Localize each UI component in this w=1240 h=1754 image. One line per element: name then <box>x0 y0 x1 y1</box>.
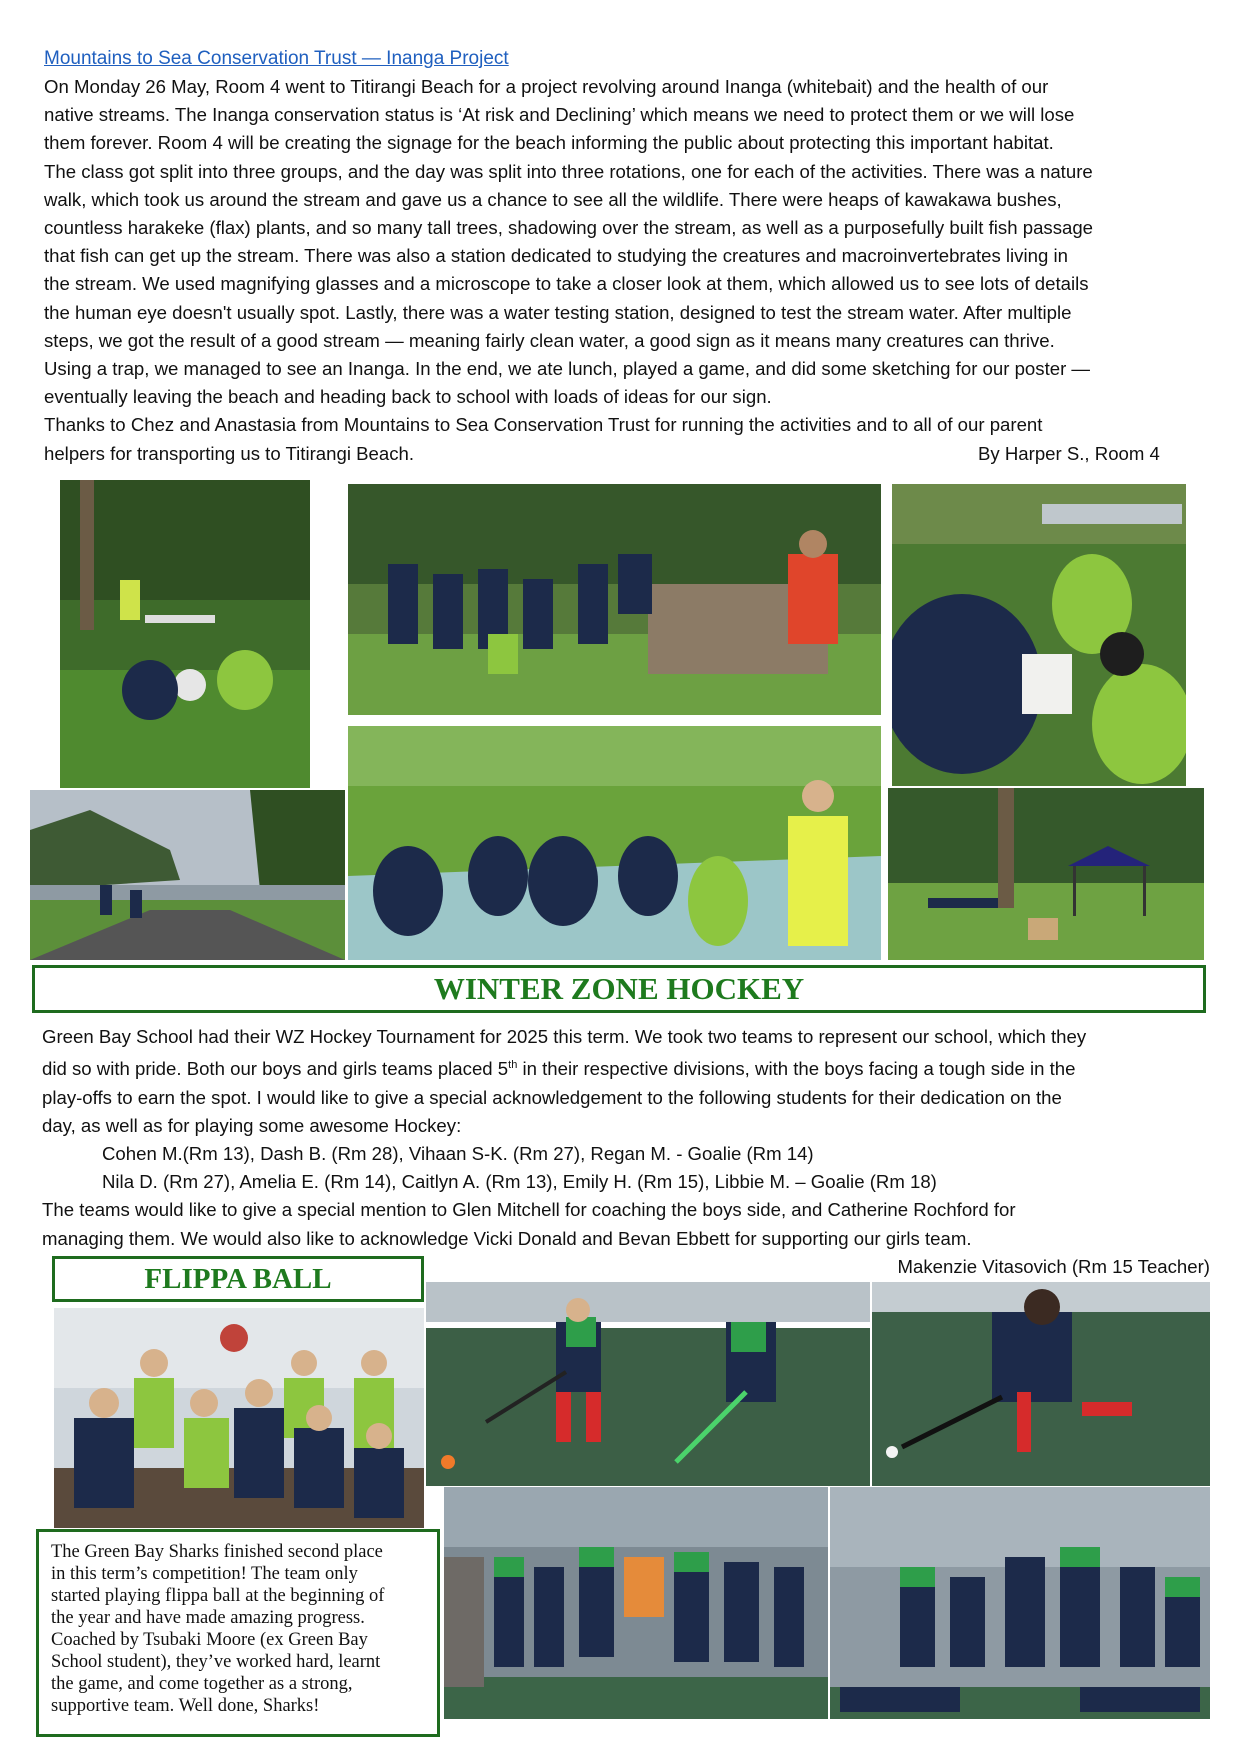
article-line: the stream. We used magnifying glasses and a microscope to take a closer look at them, which allowed us to see lots of details <box>44 273 1089 295</box>
girls-team-list: Nila D. (Rm 27), Amelia E. (Rm 14), Caitlyn A. (Rm 13), Emily H. (Rm 15), Libbie M. – Goalie (Rm 18) <box>102 1171 937 1193</box>
hockey-line: day, as well as for playing some awesome Hockey: <box>42 1114 462 1136</box>
photo-flippa-team <box>54 1308 424 1528</box>
hockey-byline: Makenzie Vitasovich (Rm 15 Teacher) <box>897 1255 1210 1277</box>
article-line: walk, which took us around the stream and gave us a chance to see all the wildlife. There were heaps of kawakawa bushes, <box>44 188 1062 210</box>
article-line: On Monday 26 May, Room 4 went to Titirangi Beach for a project revolving around Inanga (whitebait) and the health of our <box>44 76 1049 97</box>
article-line: steps, we got the result of a good stream — meaning fairly clean water, a good sign as it means many creatures can thrive. <box>44 329 1055 351</box>
hockey-line: play-offs to earn the spot. I would like to give a special acknowledgement to the following students for their dedication on the <box>42 1086 1062 1108</box>
article-line: them forever. Room 4 will be creating the signage for the beach informing the public about protecting this important habitat. <box>44 132 1054 154</box>
photo-boys-hockey-team <box>444 1487 828 1719</box>
hockey-line-part: in their respective divisions, with the boys facing a tough side in the <box>517 1058 1076 1080</box>
flippa-line: Coached by Tsubaki Moore (ex Green Bay <box>51 1630 368 1650</box>
flippa-line: in this term’s competition! The team only <box>51 1564 358 1584</box>
flippa-heading: FLIPPA BALL <box>52 1256 424 1302</box>
photo-group-bridge <box>348 484 881 715</box>
article-line: Using a trap, we managed to see an Inanga. In the end, we ate lunch, played a game, and did some sketching for our poster — <box>44 358 1091 380</box>
boys-team-list: Cohen M.(Rm 13), Dash B. (Rm 28), Vihaan S-K. (Rm 27), Regan M. - Goalie (Rm 14) <box>102 1143 814 1164</box>
photo-girls-hockey-team <box>830 1487 1210 1719</box>
photo-gazebo <box>888 788 1204 960</box>
article-line: native streams. The Inanga conservation status is ‘At risk and Declining’ which means we need to protect them or we will lose <box>44 104 1075 126</box>
article-line: The class got split into three groups, and the day was split into three rotations, one for each of the activities. There was a nature <box>44 160 1093 182</box>
flippa-line: School student), they’ve worked hard, learnt <box>51 1652 381 1672</box>
article-last-line <box>44 440 1214 468</box>
article-line: countless harakeke (flax) plants, and so many tall trees, shadowing over the stream, as well as a purposefully built fish passage <box>44 217 1094 239</box>
flippa-line: the year and have made amazing progress. <box>51 1608 365 1628</box>
article-line: Thanks to Chez and Anastasia from Mountains to Sea Conservation Trust for running the activities and to all of our parent <box>44 414 1043 436</box>
article-line: eventually leaving the beach and heading back to school with loads of ideas for our sign. <box>44 386 772 408</box>
hockey-line: managing them. We would also like to acknowledge Vicki Donald and Bevan Ebbett for supporting our girls team. <box>42 1227 972 1249</box>
photo-bucket-study <box>892 484 1186 786</box>
photo-stream-testing <box>60 480 310 788</box>
article-body <box>44 73 1214 468</box>
ordinal-suffix: th <box>508 1059 518 1072</box>
flippa-line: started playing flippa ball at the beginning of <box>51 1586 385 1606</box>
flippa-line: The Green Bay Sharks finished second place <box>51 1542 383 1562</box>
flippa-line: the game, and come together as a strong, <box>51 1674 353 1694</box>
flippa-line: supportive team. Well done, Sharks! <box>51 1696 320 1716</box>
article-title-link[interactable]: Mountains to Sea Conservation Trust — Inanga Project <box>44 48 509 69</box>
article-line: the human eye doesn't usually spot. Lastly, there was a water testing station, designed to test the stream water. After multiple <box>44 301 1072 323</box>
hockey-line: The teams would like to give a special mention to Glen Mitchell for coaching the boys side, and Catherine Rochford for <box>42 1199 1016 1221</box>
hockey-body <box>42 1023 1222 1281</box>
photo-beach-view <box>30 790 345 960</box>
article-line: that fish can get up the stream. There was also a station dedicated to studying the creatures and macroinvertebrates living in <box>44 245 1068 267</box>
flippa-caption-box <box>36 1529 440 1737</box>
hockey-line <box>42 1051 1222 1083</box>
article-byline: By Harper S., Room 4 <box>978 442 1160 464</box>
hockey-line: Green Bay School had their WZ Hockey Tournament for 2025 this term. We took two teams to represent our school, which they <box>42 1026 1087 1047</box>
photo-picnic-blanket <box>348 726 881 960</box>
photo-hockey-action-1 <box>426 1282 870 1486</box>
photo-hockey-action-2 <box>872 1282 1210 1486</box>
hockey-heading: WINTER ZONE HOCKEY <box>32 965 1206 1013</box>
hockey-line-part: did so with pride. Both our boys and girls teams placed 5 <box>42 1058 509 1080</box>
article-last-text: helpers for transporting us to Titirangi Beach. <box>44 442 415 464</box>
